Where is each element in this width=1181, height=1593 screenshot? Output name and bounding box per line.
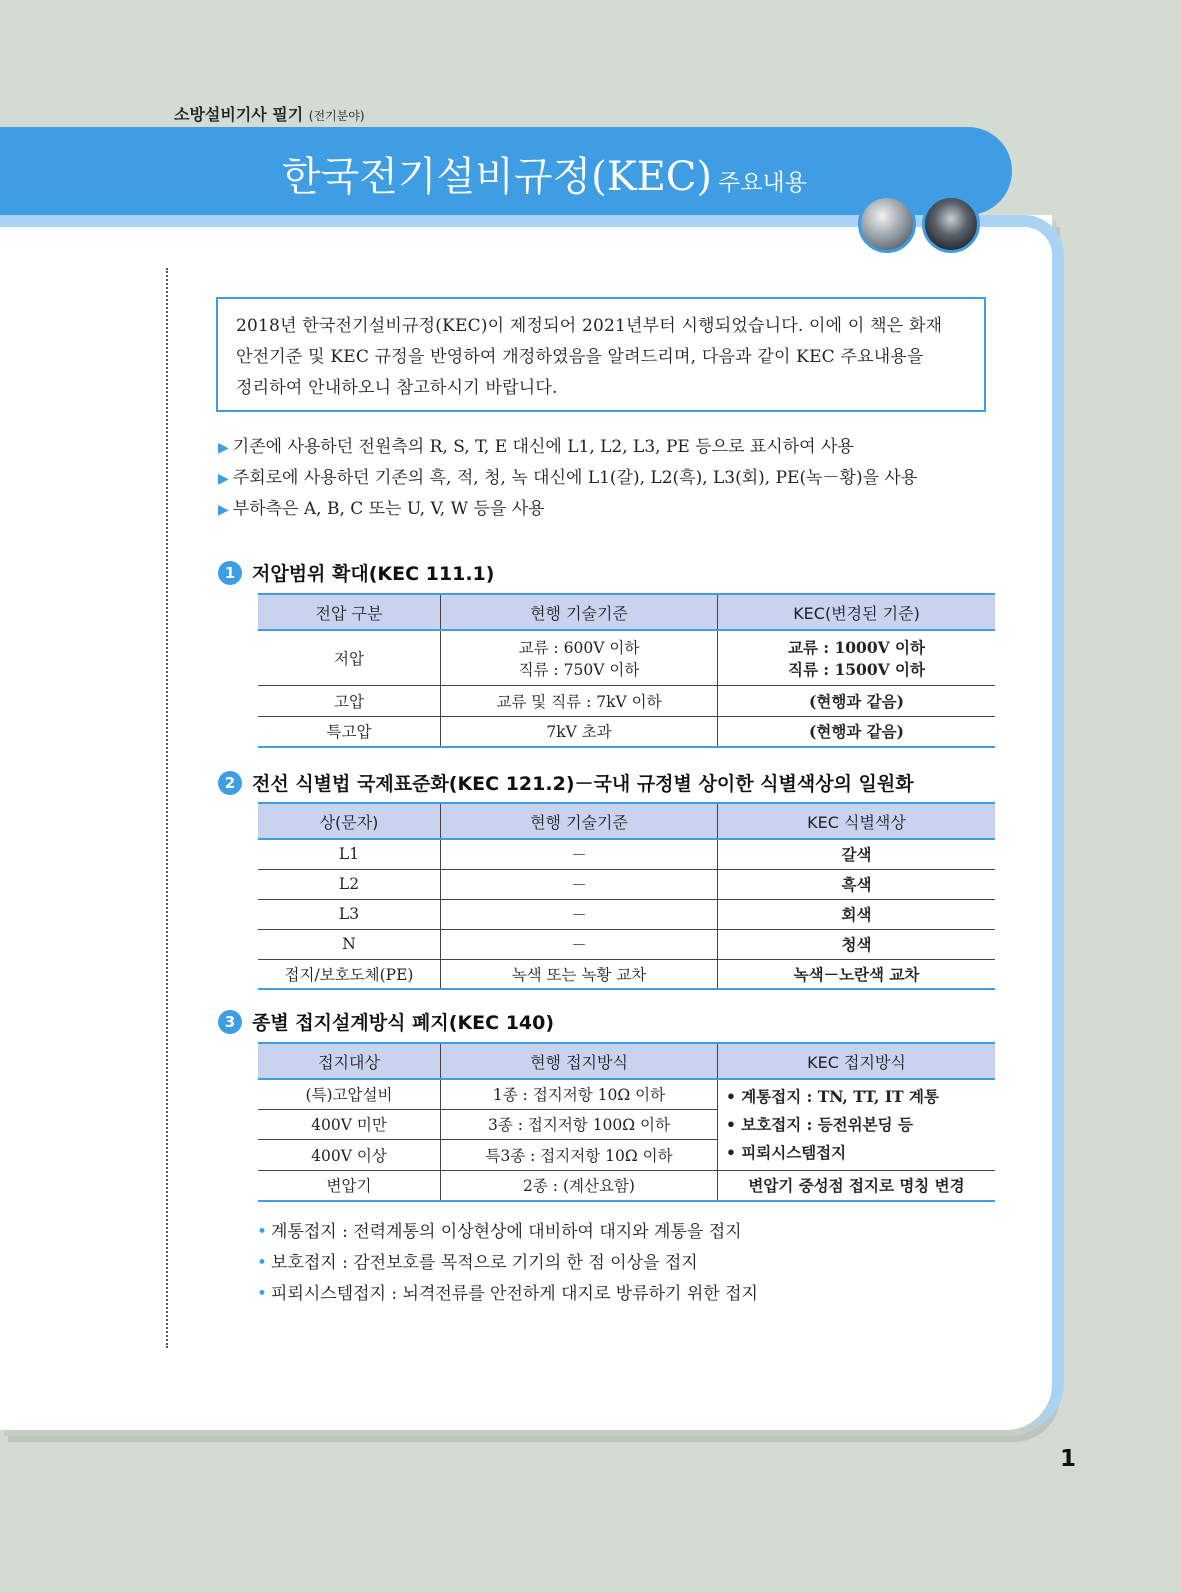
table-cell: 2종 : (계산요함) <box>441 1170 718 1201</box>
table-cell: (현행과 같음) <box>718 716 996 747</box>
column-header: 상(문자) <box>258 803 441 839</box>
page-title <box>282 145 807 202</box>
table-cell: L3 <box>258 899 441 929</box>
section2-table <box>258 802 995 990</box>
cell-line: • 보호접지 : 등전위본딩 등 <box>726 1114 913 1134</box>
note-text: 보호접지 : 감전보호를 목적으로 기기의 한 점 이상을 접지 <box>271 1253 698 1273</box>
note-item <box>257 1217 758 1248</box>
page-title-suffix: 주요내용 <box>718 170 807 196</box>
section-title: 전선 식별법 국제표준화(KEC 121.2)－국내 규정별 상이한 식별색상의 일원화 <box>252 773 914 795</box>
table-row <box>258 899 995 929</box>
cell-line: • 계통접지 : TN, TT, IT 계통 <box>726 1086 939 1106</box>
triangle-bullet-icon: ▶ <box>218 502 229 518</box>
book-title <box>174 102 365 125</box>
table-cell: L1 <box>258 839 441 869</box>
table-cell <box>441 630 718 685</box>
dot-bullet-icon: • <box>257 1222 268 1242</box>
note-item <box>257 1248 758 1279</box>
column-header: 전압 구분 <box>258 594 441 630</box>
table-cell: － <box>441 899 718 929</box>
intro-box <box>216 297 986 412</box>
intro-line: 정리하여 안내하오니 참고하시기 바랍니다. <box>236 378 558 398</box>
table-cell: 교류 및 직류 : 7kV 이하 <box>441 685 718 716</box>
column-header: 현행 기술기준 <box>441 594 718 630</box>
book-title-sub: (전기분야) <box>308 109 365 123</box>
note-text: 피뢰시스템접지 : 뇌격전류를 안전하게 대지로 방류하기 위한 접지 <box>271 1284 758 1304</box>
table-cell: 흑색 <box>718 869 996 899</box>
bullet-item <box>218 432 917 463</box>
table-cell: L2 <box>258 869 441 899</box>
section-number-badge: 1 <box>218 561 242 585</box>
bullet-text: 기존에 사용하던 전원측의 R, S, T, E 대신에 L1, L2, L3, PE 등으로 표시하여 사용 <box>232 437 854 457</box>
table-cell: 변압기 중성점 접지로 명칭 변경 <box>718 1170 996 1201</box>
section3-heading <box>218 1008 554 1035</box>
stethoscope-photo-icon <box>858 195 916 253</box>
column-header: 접지대상 <box>258 1043 441 1079</box>
table-cell: 1종 : 접지저항 10Ω 이하 <box>441 1079 718 1109</box>
table-cell: 접지/보호도체(PE) <box>258 959 441 989</box>
table-cell: 저압 <box>258 630 441 685</box>
section1-table <box>258 593 995 748</box>
column-header: 현행 기술기준 <box>441 803 718 839</box>
table-cell: 청색 <box>718 929 996 959</box>
intro-line: 안전기준 및 KEC 규정을 반영하여 개정하였음을 알려드리며, 다음과 같이 KEC 주요내용을 <box>236 347 924 367</box>
table-cell: (현행과 같음) <box>718 685 996 716</box>
triangle-bullet-icon: ▶ <box>218 440 229 456</box>
table-row <box>258 685 995 716</box>
cell-line: 교류 : 1000V 이하 <box>788 637 925 657</box>
note-item <box>257 1279 758 1310</box>
page-title-main: 한국전기설비규정(KEC) <box>282 154 713 200</box>
merged-kec-cell <box>718 1079 996 1170</box>
table-row <box>258 869 995 899</box>
table-cell: － <box>441 929 718 959</box>
table-cell: (특)고압설비 <box>258 1079 441 1109</box>
book-title-main: 소방설비기사 필기 <box>174 105 304 124</box>
table-row <box>258 630 995 685</box>
table-cell: N <box>258 929 441 959</box>
column-header: 현행 접지방식 <box>441 1043 718 1079</box>
triangle-bullet-icon: ▶ <box>218 471 229 487</box>
column-header: KEC(변경된 기준) <box>718 594 996 630</box>
cell-line: 직류 : 1500V 이하 <box>788 659 925 679</box>
table-row <box>258 716 995 747</box>
page-number: 1 <box>1060 1446 1077 1472</box>
table-cell: 갈색 <box>718 839 996 869</box>
table-row <box>258 839 995 869</box>
table-cell: 7kV 초과 <box>441 716 718 747</box>
cell-line: • 피뢰시스템접지 <box>726 1142 847 1162</box>
table-cell: 3종 : 접지저항 100Ω 이하 <box>441 1109 718 1139</box>
table-cell: 특고압 <box>258 716 441 747</box>
section-number-badge: 3 <box>218 1010 242 1034</box>
table-cell: 변압기 <box>258 1170 441 1201</box>
table-row <box>258 929 995 959</box>
table-cell: 녹색 또는 녹황 교차 <box>441 959 718 989</box>
section3-table <box>258 1042 995 1202</box>
table-cell <box>718 630 996 685</box>
section2-heading <box>218 769 914 796</box>
cell-line: 교류 : 600V 이하 <box>518 638 640 657</box>
table-row <box>258 1079 995 1109</box>
table-row <box>258 959 995 989</box>
definition-notes <box>257 1217 758 1310</box>
section-title: 저압범위 확대(KEC 111.1) <box>252 563 495 585</box>
intro-line: 2018년 한국전기설비규정(KEC)이 제정되어 2021년부터 시행되었습니다. 이에 이 책은 화재 <box>236 316 943 336</box>
section1-heading <box>218 559 494 586</box>
summary-bullets <box>218 432 917 525</box>
cell-line: 직류 : 750V 이하 <box>518 660 640 679</box>
column-header: KEC 식별색상 <box>718 803 996 839</box>
bullet-item <box>218 463 917 494</box>
table-cell: － <box>441 839 718 869</box>
section-number-badge: 2 <box>218 771 242 795</box>
column-header: KEC 접지방식 <box>718 1043 996 1079</box>
bullet-text: 부하측은 A, B, C 또는 U, V, W 등을 사용 <box>232 499 545 519</box>
section-title: 종별 접지설계방식 폐지(KEC 140) <box>252 1012 555 1034</box>
bullet-item <box>218 494 917 525</box>
chess-piece-photo-icon <box>922 195 980 253</box>
bullet-text: 주회로에 사용하던 기존의 흑, 적, 청, 녹 대신에 L1(갈), L2(흑), L3(회), PE(녹－황)을 사용 <box>232 468 918 488</box>
table-cell: 녹색－노란색 교차 <box>718 959 996 989</box>
note-text: 계통접지 : 전력계통의 이상현상에 대비하여 대지와 계통을 접지 <box>271 1222 742 1242</box>
table-cell: 고압 <box>258 685 441 716</box>
table-cell: 회색 <box>718 899 996 929</box>
table-cell: 400V 이상 <box>258 1139 441 1170</box>
table-cell: 특3종 : 접지저항 10Ω 이하 <box>441 1139 718 1170</box>
table-cell: 400V 미만 <box>258 1109 441 1139</box>
margin-dotted-line <box>166 268 168 1348</box>
dot-bullet-icon: • <box>257 1253 268 1273</box>
dot-bullet-icon: • <box>257 1284 268 1304</box>
table-row <box>258 1170 995 1201</box>
table-cell: － <box>441 869 718 899</box>
